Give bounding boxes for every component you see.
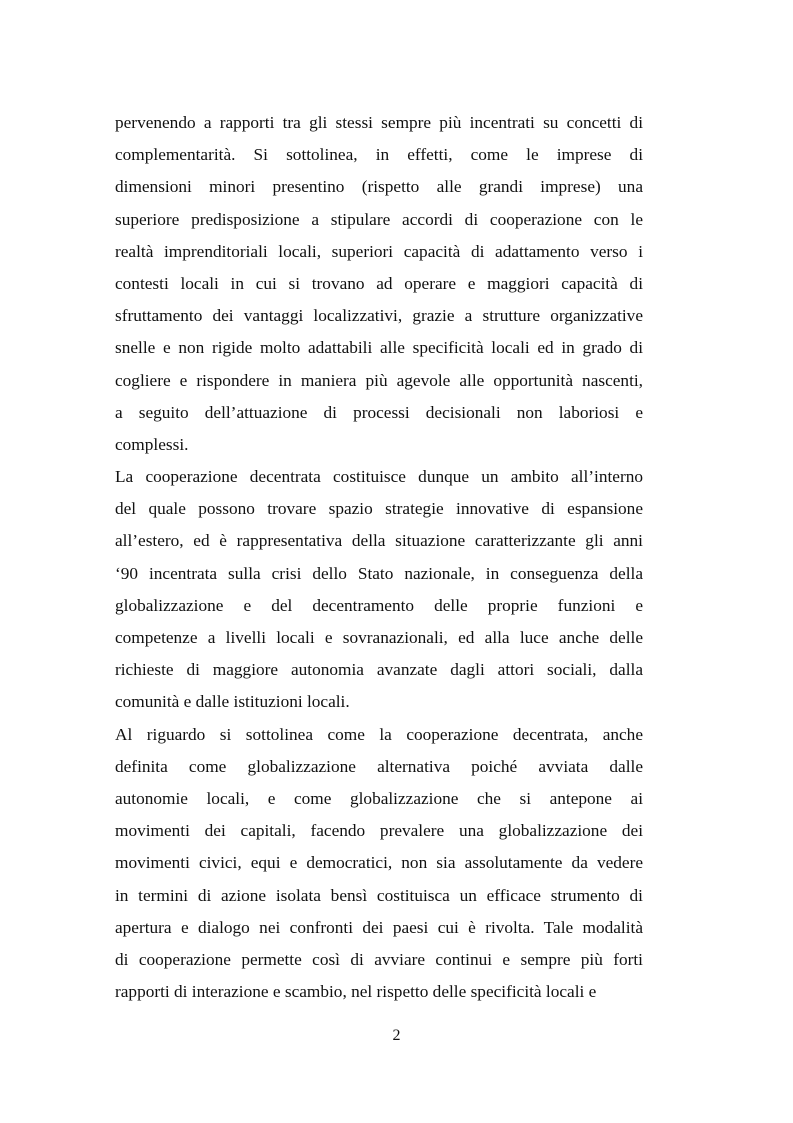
- text-line: di cooperazione permette così di avviare continui e sempre più forti: [115, 949, 643, 969]
- text-line: richieste di maggiore autonomia avanzate dagli attori sociali, dalla: [115, 660, 643, 680]
- text-line: sfruttamento dei vantaggi localizzativi, grazie a strutture organizzative: [115, 306, 643, 326]
- text-line: in termini di azione isolata bensì costituisca un efficace strumento di: [115, 885, 643, 905]
- text-line: movimenti dei capitali, facendo prevalere una globalizzazione dei: [115, 821, 643, 841]
- text-line: dimensioni minori presentino (rispetto alle grandi imprese) una: [115, 177, 643, 197]
- text-line: comunità e dalle istituzioni locali.: [115, 692, 350, 712]
- paragraph: [115, 107, 643, 461]
- text-line: rapporti di interazione e scambio, nel rispetto delle specificità locali e: [115, 982, 597, 1002]
- paragraph: [115, 719, 643, 1009]
- body-text: [115, 107, 643, 1008]
- text-line: competenze a livelli locali e sovranazionali, ed alla luce anche delle: [115, 628, 643, 647]
- text-line: superiore predisposizione a stipulare accordi di cooperazione con le: [115, 209, 643, 229]
- text-line: del quale possono trovare spazio strategie innovative di espansione: [115, 499, 643, 519]
- text-line: complessi.: [115, 434, 189, 454]
- text-line: cogliere e rispondere in maniera più agevole alle opportunità nascenti,: [115, 370, 643, 390]
- page-number: 2: [392, 1027, 401, 1044]
- text-line: complementarità. Si sottolinea, in effetti, come le imprese di: [115, 145, 643, 165]
- text-line: apertura e dialogo nei confronti dei paesi cui è rivolta. Tale modalità: [115, 917, 643, 937]
- text-line: Al riguardo si sottolinea come la cooperazione decentrata, anche: [115, 724, 643, 744]
- text-line: ‘90 incentrata sulla crisi dello Stato nazionale, in conseguenza della: [115, 563, 643, 583]
- text-line: movimenti civici, equi e democratici, non sia assolutamente da vedere: [115, 853, 643, 873]
- text-line: snelle e non rigide molto adattabili alle specificità locali ed in grado di: [115, 338, 643, 358]
- text-line: all’estero, ed è rappresentativa della situazione caratterizzante gli anni: [115, 531, 643, 551]
- text-line: a seguito dell’attuazione di processi decisionali non laboriosi e: [115, 402, 643, 422]
- text-line: La cooperazione decentrata costituisce dunque un ambito all’interno: [115, 467, 643, 487]
- text-line: autonomie locali, e come globalizzazione che si antepone ai: [115, 788, 643, 808]
- text-line: contesti locali in cui si trovano ad operare e maggiori capacità di: [115, 273, 643, 293]
- paragraph: [115, 461, 643, 719]
- text-line: definita come globalizzazione alternativa poiché avviata dalle: [115, 756, 643, 776]
- text-line: realtà imprenditoriali locali, superiori capacità di adattamento verso i: [115, 241, 643, 261]
- text-line: pervenendo a rapporti tra gli stessi sempre più incentrati su concetti di: [115, 113, 643, 132]
- text-line: globalizzazione e del decentramento delle proprie funzioni e: [115, 595, 643, 615]
